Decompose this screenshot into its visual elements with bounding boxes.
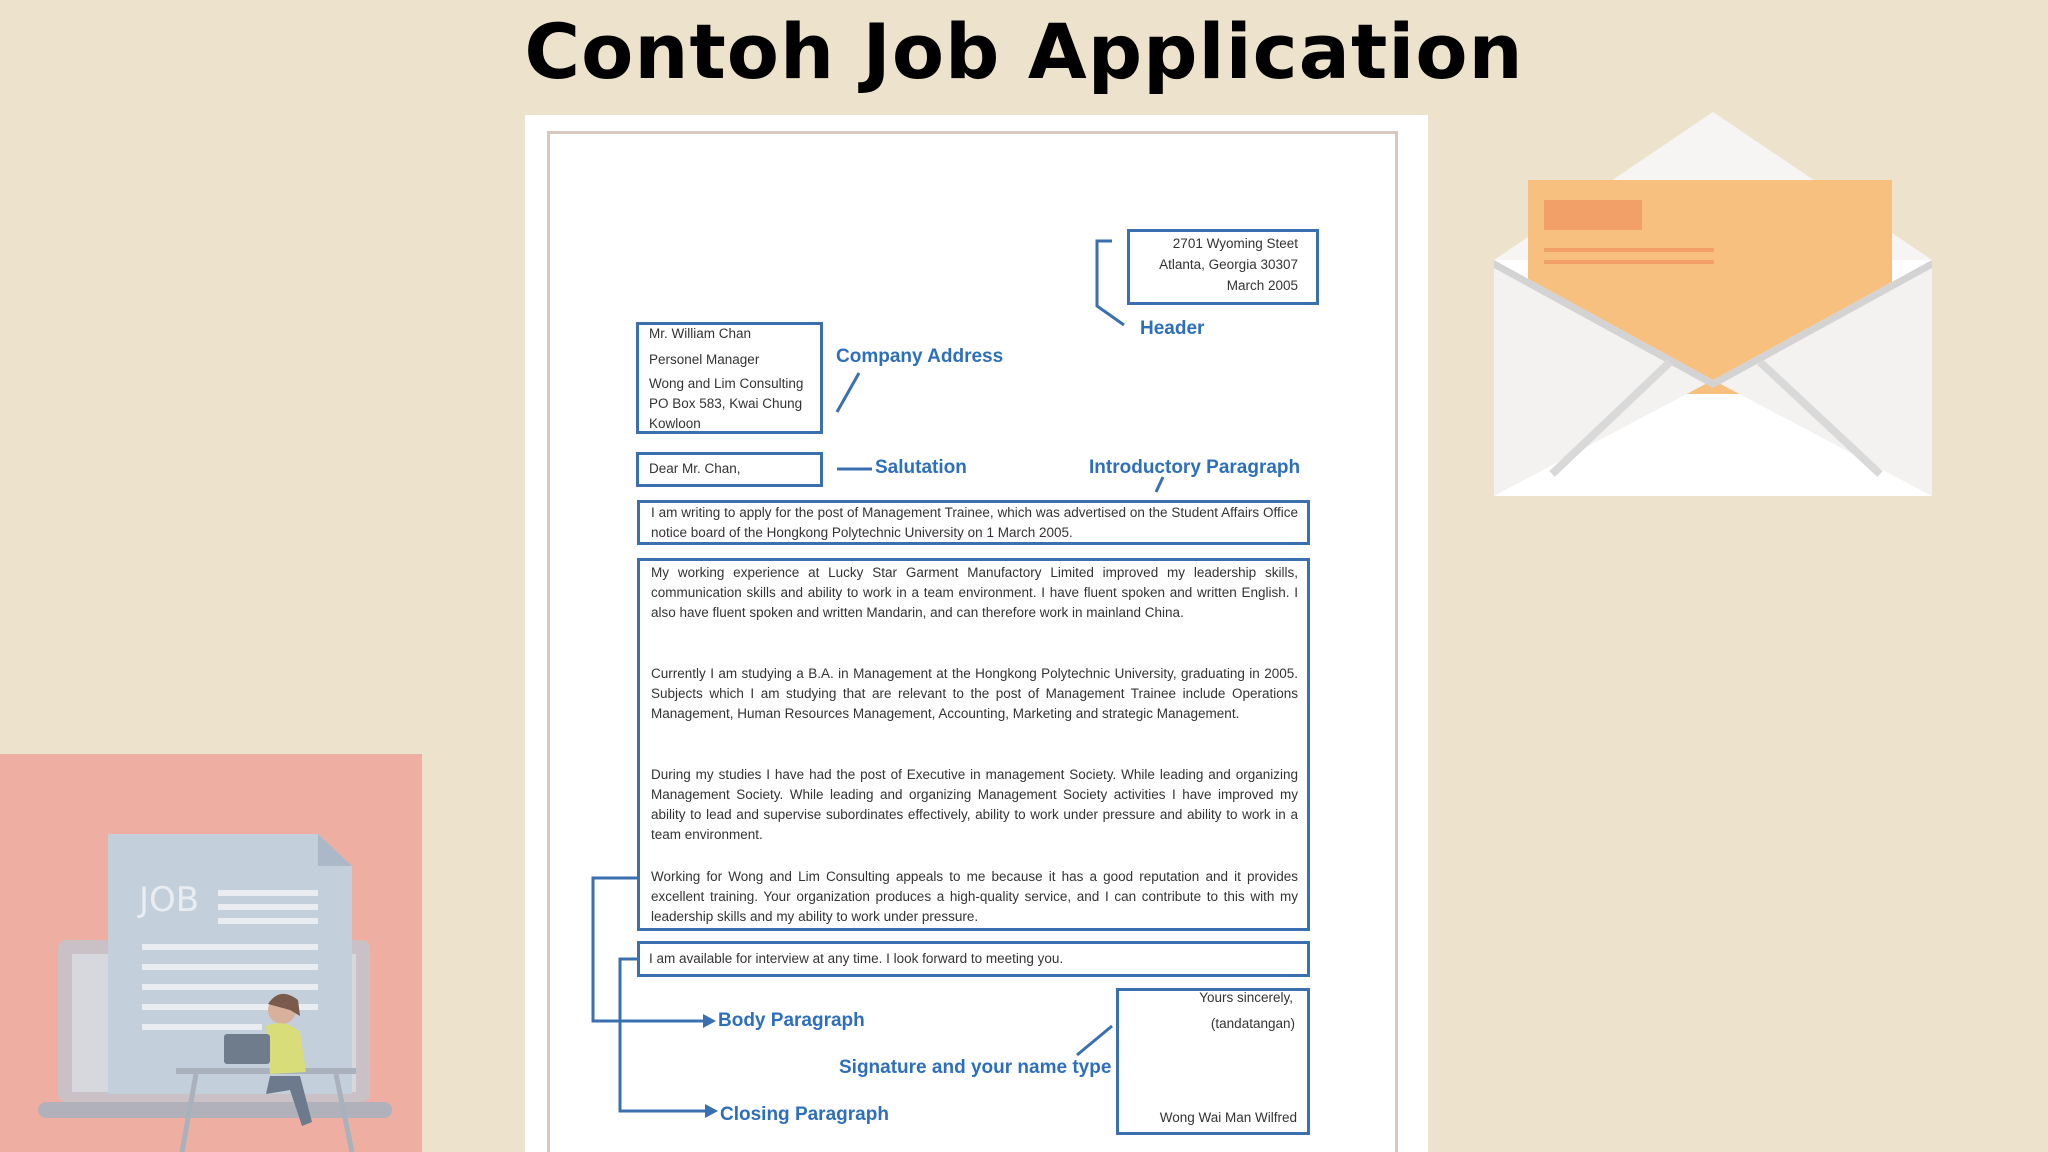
header-address-line: 2701 Wyoming Steet xyxy=(1172,236,1298,251)
body-paragraph: During my studies I have had the post of Executive in management Society. While leading and organizing Management Society. While leading and organizing Management Society activities I have improved my ability to lead and supervise subordinates effectively, ability to work under pressure and ability to work in a team environment. xyxy=(651,767,1298,842)
name-text: Wong Wai Man Wilfred xyxy=(1159,1110,1297,1125)
label-header: Header xyxy=(1140,318,1205,339)
label-closing-paragraph: Closing Paragraph xyxy=(720,1104,889,1125)
company-address-line: Personel Manager xyxy=(649,352,760,367)
company-address-line: PO Box 583, Kwai Chung xyxy=(649,396,803,411)
label-company-address: Company Address xyxy=(836,346,1004,367)
signature-text: (tandatangan) xyxy=(1210,1016,1295,1031)
label-body-paragraph: Body Paragraph xyxy=(718,1010,865,1031)
body-paragraph: Currently I am studying a B.A. in Management at the Hongkong Polytechnic University, graduating in 2005. Subjects which I am studying that are relevant to the post of Management Trainee include Operations Management, Human Resources Management, Accounting, Marketing and strategic Management. xyxy=(651,666,1298,721)
signoff-text: Yours sincerely, xyxy=(1199,990,1293,1005)
body-paragraph: Working for Wong and Lim Consulting appeals to me because it has a good reputation and it provides excellent training. Your organization produces a high-quality service, and I can contribute to this with my leadership skills and my ability to work under pressure. xyxy=(651,869,1298,924)
header-address-line: March 2005 xyxy=(1226,278,1298,293)
closing-text: I am available for interview at any time. I look forward to meeting you. xyxy=(649,951,1064,966)
body-paragraph: My working experience at Lucky Star Garment Manufactory Limited improved my leadership skills, communication skills and ability to work in a team environment. I have fluent spoken and written English. I also have fluent spoken and written Mandarin, and can therefore work in mainland China. xyxy=(651,565,1298,620)
label-signature: Signature and your name type xyxy=(839,1057,1112,1078)
intro-paragraph: I am writing to apply for the post of Management Trainee, which was advertised on the Student Affairs Office notice board of the Hongkong Polytechnic University on 1 March 2005. xyxy=(651,505,1298,540)
header-address-line: Atlanta, Georgia 30307 xyxy=(1159,257,1298,272)
salutation-text: Dear Mr. Chan, xyxy=(649,461,741,476)
company-address-line: Wong and Lim Consulting xyxy=(649,376,804,391)
job-label: JOB xyxy=(139,880,200,920)
page-title: Contoh Job Application xyxy=(524,7,1524,96)
label-salutation: Salutation xyxy=(875,457,967,478)
label-introductory-paragraph: Introductory Paragraph xyxy=(1089,457,1301,478)
company-address-line: Mr. William Chan xyxy=(649,326,752,341)
envelope-icon xyxy=(1490,112,1936,502)
job-document-illustration xyxy=(0,754,422,1152)
company-address-line: Kowloon xyxy=(649,416,701,431)
